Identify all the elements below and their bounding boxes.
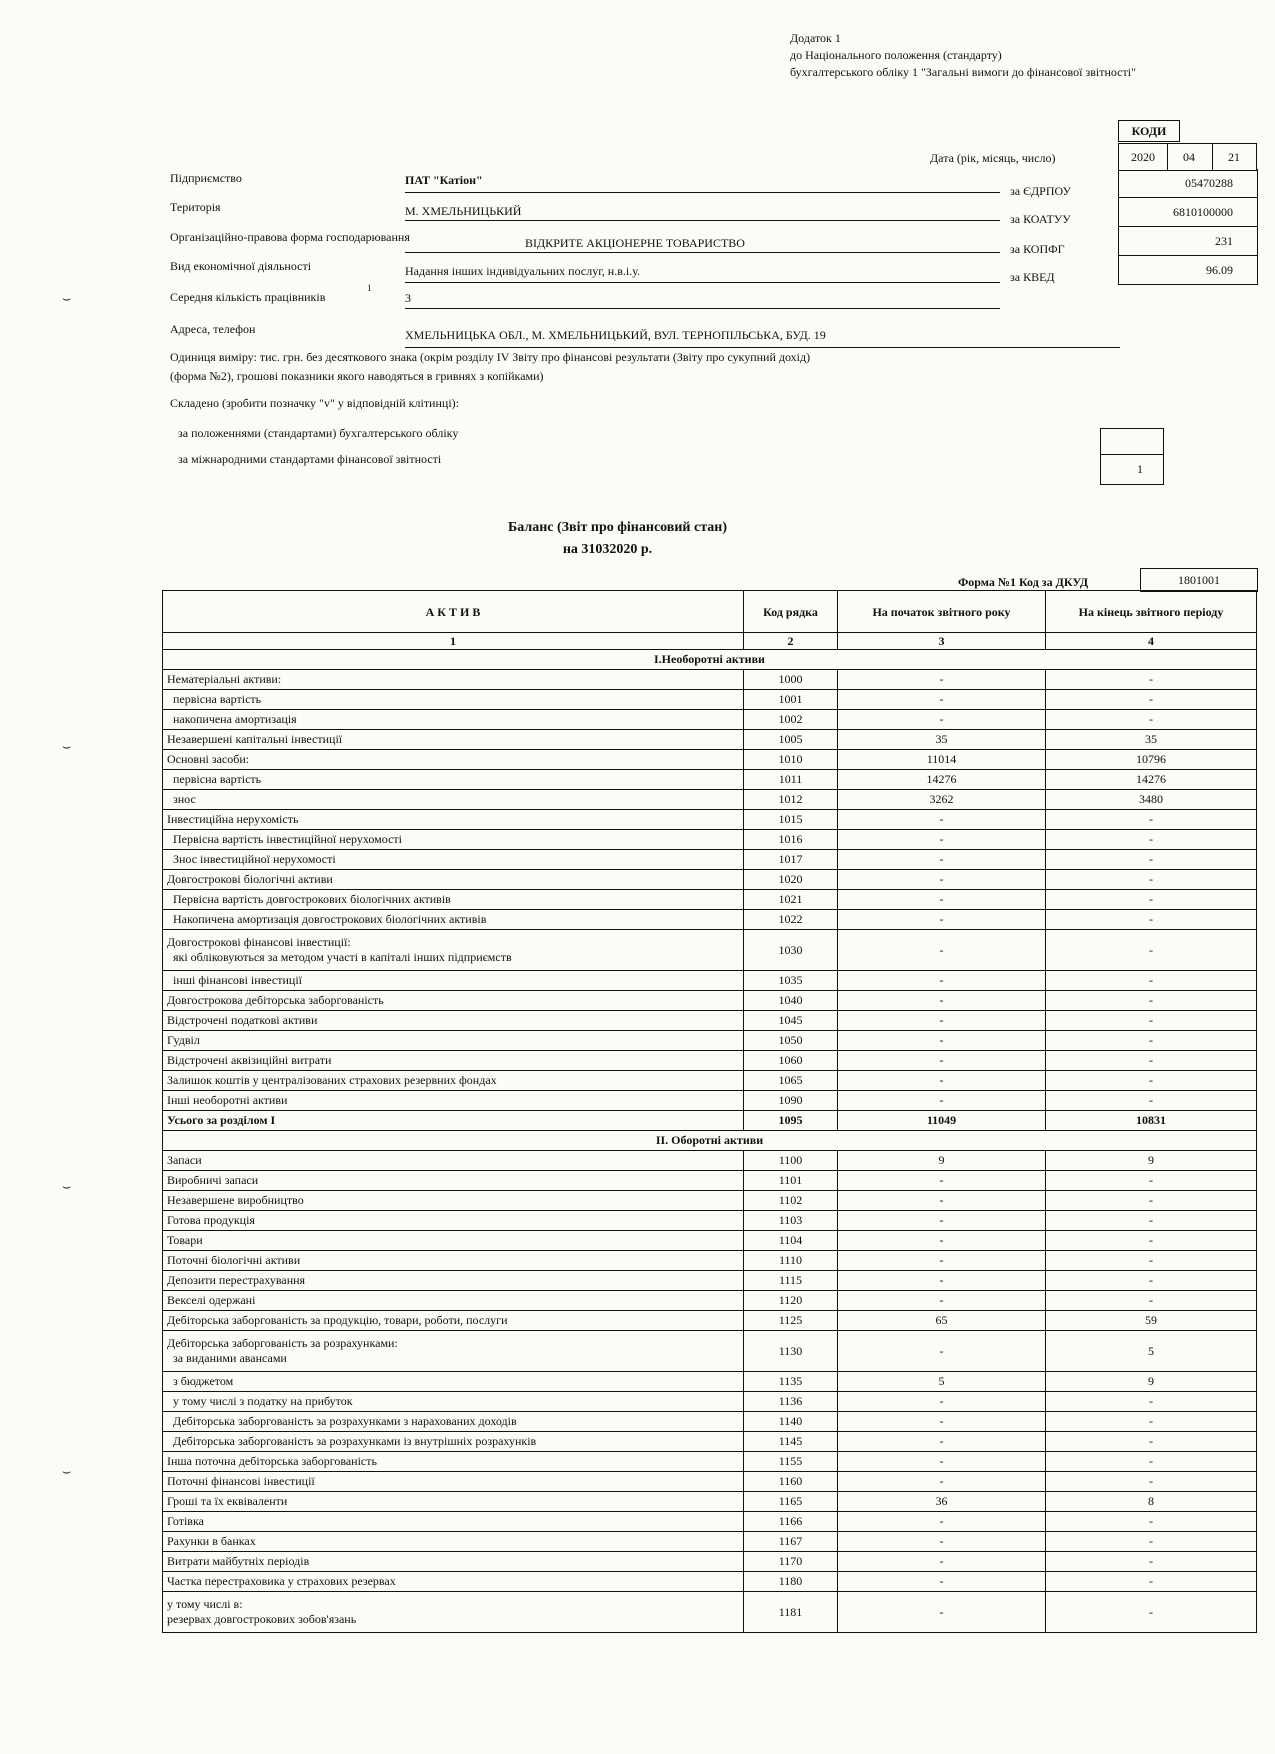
row-start-value: 65 (838, 1311, 1046, 1331)
registry-codes (1118, 169, 1258, 285)
row-end-value: - (1046, 810, 1257, 830)
row-end-value: 9 (1046, 1151, 1257, 1171)
col-num: 2 (744, 633, 838, 650)
row-code: 1135 (744, 1372, 838, 1392)
table-row (163, 1271, 1257, 1291)
row-code: 1180 (744, 1572, 838, 1592)
row-code: 1010 (744, 750, 838, 770)
form-label: Форма №1 Код за ДКУД (958, 575, 1089, 589)
kved-code: 96.09 (1206, 263, 1233, 277)
koatuu-label: за КОАТУУ (1010, 212, 1071, 226)
col-header-asset: А К Т И В (163, 591, 744, 633)
row-code: 1017 (744, 850, 838, 870)
row-start-value: - (838, 1011, 1046, 1031)
table-row (163, 1191, 1257, 1211)
table-row (163, 770, 1257, 790)
row-start-value: - (838, 1091, 1046, 1111)
table-row (163, 1111, 1257, 1131)
table-row (163, 1231, 1257, 1251)
row-label: Дебіторська заборгованість за продукцію, товари, роботи, послуги (163, 1311, 744, 1331)
table-row (163, 670, 1257, 690)
report-date: на 31032020 р. (562, 542, 653, 557)
row-end-value: - (1046, 890, 1257, 910)
row-label: Інші необоротні активи (163, 1091, 744, 1111)
row-code: 1167 (744, 1532, 838, 1552)
enterprise-value: ПАТ "Катіон" (405, 173, 483, 187)
row-end-value: - (1046, 1392, 1257, 1412)
row-code: 1016 (744, 830, 838, 850)
row-end-value: 10831 (1046, 1111, 1257, 1131)
kopfg-code: 231 (1119, 227, 1257, 256)
row-label: Поточні фінансові інвестиції (163, 1472, 744, 1492)
table-row (163, 1091, 1257, 1111)
row-start-value: - (838, 1051, 1046, 1071)
row-start-value: - (838, 1291, 1046, 1311)
row-code: 1125 (744, 1311, 838, 1331)
activity-label: Вид економічної діяльності (170, 259, 312, 273)
row-end-value: - (1046, 1231, 1257, 1251)
row-label: Інша поточна дебіторська заборгованість (163, 1452, 744, 1472)
row-start-value: - (838, 1572, 1046, 1592)
row-label: Незавершене виробництво (163, 1191, 744, 1211)
territory-label: Територія (170, 200, 221, 214)
col-header-code: Код рядка (744, 591, 838, 633)
row-start-value: - (838, 690, 1046, 710)
row-end-value: - (1046, 1472, 1257, 1492)
col-num: 1 (163, 633, 744, 650)
section-header (163, 650, 1257, 670)
row-label: Відстрочені аквізиційні витрати (163, 1051, 744, 1071)
table-row (163, 1492, 1257, 1512)
row-code: 1095 (744, 1111, 838, 1131)
row-end-value: - (1046, 1412, 1257, 1432)
staff-value: 3 (405, 291, 411, 305)
row-code: 1035 (744, 971, 838, 991)
row-label: Витрати майбутніх періодів (163, 1552, 744, 1572)
table-row (163, 1452, 1257, 1472)
table-row (163, 971, 1257, 991)
compiled-note: Складено (зробити позначку "v" у відповідній клітинці): (170, 396, 459, 410)
legal-form-label: Організаційно-правова форма господарювання (170, 230, 410, 244)
row-start-value: - (838, 971, 1046, 991)
row-code: 1101 (744, 1171, 838, 1191)
section-title: І.Необоротні активи (163, 650, 1257, 670)
row-end-value: - (1046, 1452, 1257, 1472)
edrpou-code: 05470288 (1119, 169, 1257, 198)
row-label: Довгострокова дебіторська заборгованість (163, 991, 744, 1011)
row-start-value: - (838, 1392, 1046, 1412)
row-start-value: 36 (838, 1492, 1046, 1512)
row-end-value: - (1046, 1572, 1257, 1592)
row-label: Довгострокові біологічні активи (163, 870, 744, 890)
row-start-value: 11014 (838, 750, 1046, 770)
col-header-start: На початок звітного року (838, 591, 1046, 633)
row-code: 1130 (744, 1331, 838, 1372)
row-start-value: - (838, 930, 1046, 971)
row-end-value: - (1046, 710, 1257, 730)
row-start-value: - (838, 890, 1046, 910)
row-start-value: - (838, 1331, 1046, 1372)
table-row (163, 870, 1257, 890)
row-label: Гроші та їх еквіваленти (163, 1492, 744, 1512)
table-row (163, 1532, 1257, 1552)
appendix-note (790, 30, 1136, 81)
row-start-value: - (838, 1271, 1046, 1291)
row-label: Виробничі запаси (163, 1171, 744, 1191)
row-start-value: - (838, 1031, 1046, 1051)
row-label: у тому числі з податку на прибуток (163, 1392, 744, 1412)
row-start-value: - (838, 1452, 1046, 1472)
table-row (163, 1051, 1257, 1071)
row-end-value: - (1046, 971, 1257, 991)
row-label: первісна вартість (163, 770, 744, 790)
kved-label: за КВЕД (1010, 270, 1055, 284)
table-row (163, 1031, 1257, 1051)
ps-label: за положеннями (стандартами) бухгалтерського обліку (178, 426, 459, 440)
row-end-value: 14276 (1046, 770, 1257, 790)
row-start-value: - (838, 910, 1046, 930)
row-label: Первісна вартість довгострокових біологічних активів (163, 890, 744, 910)
unit-note: Одиниця виміру: тис. грн. без десяткового знака (окрім розділу IV Звіту про фінансові результати (Звіту про сукупний дохід) (170, 350, 811, 364)
section-title: II. Оборотні активи (163, 1131, 1257, 1151)
margin-tick: ⌣ (62, 1465, 72, 1480)
row-code: 1100 (744, 1151, 838, 1171)
row-code: 1000 (744, 670, 838, 690)
row-end-value: - (1046, 910, 1257, 930)
row-start-value: - (838, 1432, 1046, 1452)
table-row (163, 1151, 1257, 1171)
row-label: Первісна вартість інвестиційної нерухомості (163, 830, 744, 850)
table-row (163, 1171, 1257, 1191)
row-start-value: 14276 (838, 770, 1046, 790)
row-end-value: - (1046, 1091, 1257, 1111)
row-code: 1011 (744, 770, 838, 790)
row-end-value: 8 (1046, 1492, 1257, 1512)
col-num: 4 (1046, 633, 1257, 650)
row-start-value: 5 (838, 1372, 1046, 1392)
row-code: 1103 (744, 1211, 838, 1231)
row-code: 1050 (744, 1031, 838, 1051)
row-code: 1110 (744, 1251, 838, 1271)
row-label: знос (163, 790, 744, 810)
row-end-value: - (1046, 1211, 1257, 1231)
row-label: Поточні біологічні активи (163, 1251, 744, 1271)
row-start-value: - (838, 1532, 1046, 1552)
row-label-line: Довгострокові фінансові інвестиції: (167, 935, 351, 949)
row-end-value: - (1046, 1552, 1257, 1572)
table-row (163, 1552, 1257, 1572)
row-label (163, 930, 744, 971)
row-label-line: за виданими авансами (167, 1351, 287, 1365)
table-row (163, 991, 1257, 1011)
row-label-line: які обліковуються за методом участі в капіталі інших підприємств (167, 950, 512, 964)
row-end-value: - (1046, 1592, 1257, 1633)
table-row (163, 1011, 1257, 1031)
row-end-value: - (1046, 1251, 1257, 1271)
margin-tick: ⌣ (62, 292, 72, 307)
address-value: ХМЕЛЬНИЦЬКА ОБЛ., М. ХМЕЛЬНИЦЬКИЙ, ВУЛ. ТЕРНОПІЛЬСЬКА, БУД. 19 (405, 328, 826, 342)
row-code: 1060 (744, 1051, 838, 1071)
row-start-value: - (838, 870, 1046, 890)
table-row (163, 1251, 1257, 1271)
row-start-value: 9 (838, 1151, 1046, 1171)
row-label: Гудвіл (163, 1031, 744, 1051)
row-code: 1065 (744, 1071, 838, 1091)
row-label (163, 1331, 744, 1372)
row-end-value: - (1046, 1271, 1257, 1291)
ifrs-checkbox (1100, 454, 1164, 485)
row-start-value: - (838, 1191, 1046, 1211)
row-code: 1136 (744, 1392, 838, 1412)
table-row (163, 790, 1257, 810)
ifrs-label: за міжнародними стандартами фінансової звітності (178, 452, 442, 466)
row-code: 1140 (744, 1412, 838, 1432)
legal-form-value: ВІДКРИТЕ АКЦІОНЕРНЕ ТОВАРИСТВО (525, 236, 745, 250)
row-start-value: 3262 (838, 790, 1046, 810)
margin-tick: ⌣ (62, 740, 72, 755)
row-code: 1145 (744, 1432, 838, 1452)
row-label (163, 1592, 744, 1633)
activity-value: Надання інших індивідуальних послуг, н.в.і.у. (405, 264, 640, 278)
row-end-value: - (1046, 930, 1257, 971)
row-label: Запаси (163, 1151, 744, 1171)
table-row (163, 1472, 1257, 1492)
row-end-value: 5 (1046, 1331, 1257, 1372)
row-code: 1030 (744, 930, 838, 971)
row-label: Інвестиційна нерухомість (163, 810, 744, 830)
date-day: 21 (1212, 143, 1257, 171)
enterprise-label: Підприємство (170, 171, 242, 185)
row-code: 1170 (744, 1552, 838, 1572)
col-header-end: На кінець звітного періоду (1046, 591, 1257, 633)
row-code: 1102 (744, 1191, 838, 1211)
row-code: 1001 (744, 690, 838, 710)
row-label: накопичена амортизація (163, 710, 744, 730)
codes-header: КОДИ (1118, 120, 1180, 142)
table-row (163, 810, 1257, 830)
row-start-value: - (838, 810, 1046, 830)
table-row (163, 830, 1257, 850)
row-end-value: - (1046, 991, 1257, 1011)
row-end-value: - (1046, 830, 1257, 850)
table-row (163, 1331, 1257, 1372)
row-end-value: - (1046, 1071, 1257, 1091)
row-start-value: - (838, 1211, 1046, 1231)
row-end-value: - (1046, 870, 1257, 890)
table-row (163, 750, 1257, 770)
row-end-value: - (1046, 1512, 1257, 1532)
row-end-value: - (1046, 850, 1257, 870)
row-end-value: - (1046, 1291, 1257, 1311)
row-code: 1015 (744, 810, 838, 830)
row-start-value: - (838, 1592, 1046, 1633)
row-label: Векселі одержані (163, 1291, 744, 1311)
row-code: 1002 (744, 710, 838, 730)
table-row (163, 910, 1257, 930)
dkud-code: 1801001 (1140, 568, 1258, 592)
table-row (163, 1432, 1257, 1452)
row-end-value: 3480 (1046, 790, 1257, 810)
row-label: Знос інвестиційної нерухомості (163, 850, 744, 870)
row-label: Відстрочені податкові активи (163, 1011, 744, 1031)
ps-checkbox (1100, 428, 1164, 455)
row-end-value: 10796 (1046, 750, 1257, 770)
row-code: 1166 (744, 1512, 838, 1532)
appendix-line: бухгалтерського обліку 1 "Загальні вимоги до фінансової звітності" (790, 65, 1136, 79)
row-label: Готівка (163, 1512, 744, 1532)
margin-tick: ⌣ (62, 1180, 72, 1195)
table-row (163, 930, 1257, 971)
row-end-value: - (1046, 1191, 1257, 1211)
table-row (163, 1291, 1257, 1311)
row-start-value: - (838, 1251, 1046, 1271)
row-code: 1022 (744, 910, 838, 930)
row-label: Рахунки в банках (163, 1532, 744, 1552)
row-start-value: - (838, 1412, 1046, 1432)
row-label: з бюджетом (163, 1372, 744, 1392)
row-label: Нематеріальні активи: (163, 670, 744, 690)
row-label: інші фінансові інвестиції (163, 971, 744, 991)
row-code: 1021 (744, 890, 838, 910)
row-start-value: - (838, 991, 1046, 1011)
row-end-value: - (1046, 1011, 1257, 1031)
address-label: Адреса, телефон (170, 322, 256, 336)
table-row (163, 1392, 1257, 1412)
row-end-value: - (1046, 690, 1257, 710)
table-row (163, 1412, 1257, 1432)
row-label: Готова продукція (163, 1211, 744, 1231)
table-row (163, 1372, 1257, 1392)
table-row (163, 850, 1257, 870)
row-start-value: - (838, 1512, 1046, 1532)
row-start-value: 11049 (838, 1111, 1046, 1131)
row-start-value: - (838, 1552, 1046, 1572)
row-start-value: - (838, 830, 1046, 850)
row-end-value: - (1046, 1432, 1257, 1452)
col-num: 3 (838, 633, 1046, 650)
row-code: 1155 (744, 1452, 838, 1472)
edrpou-label: за ЄДРПОУ (1010, 184, 1072, 198)
row-code: 1040 (744, 991, 838, 1011)
row-code: 1104 (744, 1231, 838, 1251)
report-title: Баланс (Звіт про фінансовий стан) (507, 520, 727, 535)
table-row (163, 690, 1257, 710)
row-label: Частка перестраховика у страхових резервах (163, 1572, 744, 1592)
row-end-value: 35 (1046, 730, 1257, 750)
row-label-line: резервах довгострокових зобов'язань (167, 1612, 357, 1626)
staff-footnote: 1 (367, 283, 372, 293)
koatuu-code: 6810100000 (1119, 198, 1257, 227)
row-label: Основні засоби: (163, 750, 744, 770)
row-start-value: - (838, 670, 1046, 690)
row-start-value: - (838, 1231, 1046, 1251)
row-start-value: - (838, 1472, 1046, 1492)
row-code: 1181 (744, 1592, 838, 1633)
table-row (163, 1071, 1257, 1091)
row-end-value: - (1046, 1171, 1257, 1191)
table-row (163, 1512, 1257, 1532)
row-start-value: - (838, 710, 1046, 730)
row-code: 1005 (744, 730, 838, 750)
row-label: Залишок коштів у централізованих страхових резервних фондах (163, 1071, 744, 1091)
row-code: 1020 (744, 870, 838, 890)
table-row (163, 1572, 1257, 1592)
ifrs-mark: 1 (1137, 462, 1143, 476)
row-start-value: - (838, 1171, 1046, 1191)
staff-label: Середня кількість працівників (170, 290, 326, 304)
row-code: 1012 (744, 790, 838, 810)
row-code: 1045 (744, 1011, 838, 1031)
row-label: Депозити перестрахування (163, 1271, 744, 1291)
row-end-value: - (1046, 1031, 1257, 1051)
row-end-value: - (1046, 1051, 1257, 1071)
appendix-line: до Національного положення (стандарту) (790, 48, 1002, 62)
row-code: 1120 (744, 1291, 838, 1311)
row-end-value: 59 (1046, 1311, 1257, 1331)
table-row (163, 1211, 1257, 1231)
table-row (163, 890, 1257, 910)
balance-table (162, 590, 1257, 1633)
row-label-line: Дебіторська заборгованість за розрахунками: (167, 1336, 398, 1350)
row-label: Дебіторська заборгованість за розрахунками з нарахованих доходів (163, 1412, 744, 1432)
appendix-line: Додаток 1 (790, 31, 841, 45)
row-end-value: - (1046, 670, 1257, 690)
row-label: Накопичена амортизація довгострокових біологічних активів (163, 910, 744, 930)
table-row (163, 1311, 1257, 1331)
kopfg-label: за КОПФГ (1010, 242, 1065, 256)
row-label: Товари (163, 1231, 744, 1251)
table-row (163, 710, 1257, 730)
territory-value: М. ХМЕЛЬНИЦЬКИЙ (405, 204, 522, 218)
row-code: 1090 (744, 1091, 838, 1111)
row-code: 1115 (744, 1271, 838, 1291)
row-start-value: - (838, 1071, 1046, 1091)
unit-note-cont: (форма №2), грошові показники якого наводяться в гривнях з копійками) (170, 369, 544, 383)
row-end-value: 9 (1046, 1372, 1257, 1392)
table-row (163, 1592, 1257, 1633)
date-month: 04 (1166, 143, 1213, 171)
row-start-value: 35 (838, 730, 1046, 750)
row-label: первісна вартість (163, 690, 744, 710)
date-year: 2020 (1118, 143, 1168, 171)
row-label-line: у тому числі в: (167, 1597, 243, 1611)
section-header (163, 1131, 1257, 1151)
row-code: 1160 (744, 1472, 838, 1492)
table-row (163, 730, 1257, 750)
row-end-value: - (1046, 1532, 1257, 1552)
row-label: Усього за розділом І (163, 1111, 744, 1131)
row-code: 1165 (744, 1492, 838, 1512)
row-label: Незавершені капітальні інвестиції (163, 730, 744, 750)
row-start-value: - (838, 850, 1046, 870)
row-label: Дебіторська заборгованість за розрахунками із внутрішніх розрахунків (163, 1432, 744, 1452)
date-label: Дата (рік, місяць, число) (930, 151, 1056, 165)
